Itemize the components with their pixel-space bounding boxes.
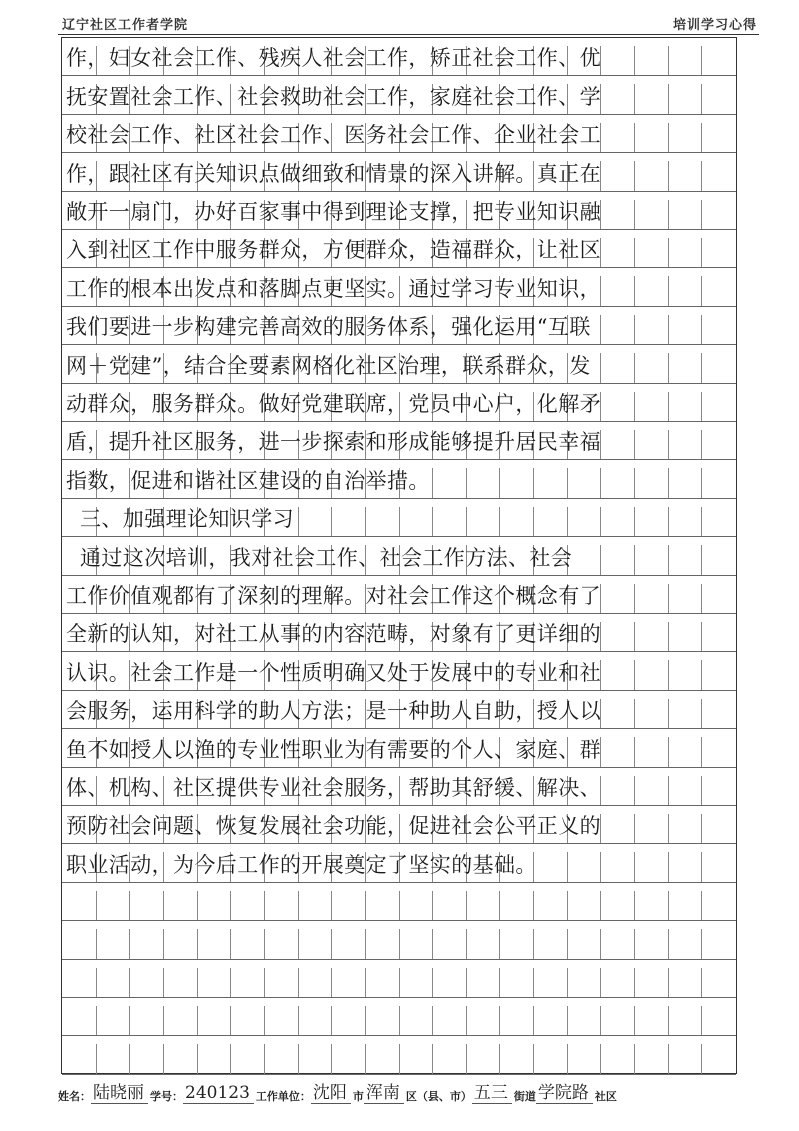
cell-divider xyxy=(129,1044,130,1073)
cell-divider xyxy=(634,1044,635,1073)
cell-divider xyxy=(567,1006,568,1035)
cell-divider xyxy=(197,1006,198,1035)
grid-row xyxy=(62,960,736,998)
cell-divider xyxy=(163,891,164,920)
cell-divider xyxy=(533,1006,534,1035)
grid-row xyxy=(62,768,736,806)
cell-divider xyxy=(365,891,366,920)
cell-divider xyxy=(399,891,400,920)
cell-divider xyxy=(230,968,231,997)
cell-divider xyxy=(230,1006,231,1035)
unit-label: 工作单位： xyxy=(255,1090,311,1103)
grid-row xyxy=(62,76,736,114)
grid-row xyxy=(62,499,736,537)
cell-divider xyxy=(129,968,130,997)
handwritten-line: 工作价值观都有了深刻的理解。对社会工作这个概念有了 xyxy=(66,583,601,608)
cell-divider xyxy=(466,1006,467,1035)
cell-divider xyxy=(197,929,198,958)
cell-divider xyxy=(163,968,164,997)
handwritten-line: 体、机构、社区提供专业社会服务，帮助其舒缓、解决、 xyxy=(66,775,601,800)
grid-row xyxy=(62,192,736,230)
name-value: 陆晓丽 xyxy=(91,1078,148,1104)
cell-divider xyxy=(298,1044,299,1073)
cell-divider xyxy=(567,929,568,958)
grid-row xyxy=(62,998,736,1036)
cell-divider xyxy=(533,929,534,958)
handwritten-line: 作，跟社区有关知识点做细致和情景的深入讲解。真正在 xyxy=(66,161,601,186)
grid-row xyxy=(62,115,736,153)
cell-divider xyxy=(96,1044,97,1073)
cell-divider xyxy=(634,968,635,997)
cell-divider xyxy=(331,891,332,920)
id-value: 240123 xyxy=(183,1083,254,1104)
cell-divider xyxy=(634,1006,635,1035)
cell-divider xyxy=(163,1044,164,1073)
community-value: 学院路 xyxy=(536,1078,593,1104)
cell-divider xyxy=(701,968,702,997)
district-value: 浑南 xyxy=(364,1078,404,1104)
community-label: 社区 xyxy=(594,1090,617,1103)
handwritten-line: 网＋党建”，结合全要素网格化社区治理，联系群众，发 xyxy=(66,353,591,378)
handwritten-line: 动群众，服务群众。做好党建联席，党员中心户，化解矛 xyxy=(66,391,601,416)
writing-grid xyxy=(61,37,737,1074)
street-value: 五三 xyxy=(472,1078,512,1104)
cell-divider xyxy=(668,1044,669,1073)
cell-divider xyxy=(567,1044,568,1073)
grid-row xyxy=(62,345,736,383)
cell-divider xyxy=(197,1044,198,1073)
handwritten-line: 认识。社会工作是一个性质明确又处于发展中的专业和社 xyxy=(66,660,601,685)
cell-divider xyxy=(399,929,400,958)
cell-divider xyxy=(365,1044,366,1073)
grid-row xyxy=(62,537,736,575)
cell-divider xyxy=(432,929,433,958)
cell-divider xyxy=(298,968,299,997)
grid-cells xyxy=(62,883,736,920)
cell-divider xyxy=(701,1044,702,1073)
cell-divider xyxy=(129,891,130,920)
cell-divider xyxy=(600,929,601,958)
cell-divider xyxy=(96,1006,97,1035)
cell-divider xyxy=(264,1006,265,1035)
cell-divider xyxy=(399,1044,400,1073)
cell-divider xyxy=(399,968,400,997)
handwritten-line: 我们要进一步构建完善高效的服务体系，强化运用“互联 xyxy=(66,315,591,340)
cell-divider xyxy=(701,1006,702,1035)
grid-row xyxy=(62,153,736,191)
cell-divider xyxy=(634,929,635,958)
grid-cells xyxy=(62,1036,736,1073)
cell-divider xyxy=(163,1006,164,1035)
city-label: 市 xyxy=(352,1090,364,1103)
cell-divider xyxy=(298,929,299,958)
id-label: 学号： xyxy=(150,1090,183,1103)
cell-divider xyxy=(331,1006,332,1035)
cell-divider xyxy=(96,968,97,997)
cell-divider xyxy=(668,929,669,958)
grid-row xyxy=(62,652,736,690)
cell-divider xyxy=(533,1044,534,1073)
cell-divider xyxy=(129,1006,130,1035)
cell-divider xyxy=(298,891,299,920)
grid-row xyxy=(62,268,736,306)
grid-row xyxy=(62,844,736,882)
cell-divider xyxy=(499,891,500,920)
cell-divider xyxy=(365,1006,366,1035)
cell-divider xyxy=(567,891,568,920)
cell-divider xyxy=(499,968,500,997)
cell-divider xyxy=(533,891,534,920)
district-label: 区（县、市） xyxy=(405,1090,472,1103)
cell-divider xyxy=(197,891,198,920)
grid-row xyxy=(62,921,736,959)
grid-row xyxy=(62,460,736,498)
grid-row xyxy=(62,883,736,921)
cell-divider xyxy=(533,968,534,997)
cell-divider xyxy=(264,1044,265,1073)
grid-row xyxy=(62,38,736,76)
cell-divider xyxy=(331,968,332,997)
grid-cells xyxy=(62,921,736,958)
cell-divider xyxy=(432,1006,433,1035)
grid-row xyxy=(62,806,736,844)
grid-row xyxy=(62,691,736,729)
handwritten-line: 校社会工作、社区社会工作、医务社会工作、企业社会工 xyxy=(66,123,601,148)
grid-row xyxy=(62,384,736,422)
cell-divider xyxy=(600,891,601,920)
handwritten-line: 入到社区工作中服务群众，方便群众，造福群众，让社区 xyxy=(66,238,601,263)
cell-divider xyxy=(197,968,198,997)
cell-divider xyxy=(264,968,265,997)
cell-divider xyxy=(499,929,500,958)
cell-divider xyxy=(634,891,635,920)
cell-divider xyxy=(230,1044,231,1073)
cell-divider xyxy=(600,1044,601,1073)
cell-divider xyxy=(701,929,702,958)
cell-divider xyxy=(264,929,265,958)
handwritten-line: 指数，促进和谐社区建设的自治举措。 xyxy=(66,468,430,493)
handwritten-line: 抚安置社会工作、社会救助社会工作，家庭社会工作、学 xyxy=(66,84,601,109)
grid-row xyxy=(62,307,736,345)
cell-divider xyxy=(466,891,467,920)
handwritten-line: 工作的根本出发点和落脚点更坚实。通过学习专业知识， xyxy=(66,276,601,301)
cell-divider xyxy=(600,968,601,997)
cell-divider xyxy=(96,929,97,958)
handwritten-line: 通过这次培训，我对社会工作、社会工作方法、社会 xyxy=(80,545,573,570)
handwritten-line: 三、加强理论知识学习 xyxy=(80,507,294,532)
cell-divider xyxy=(668,968,669,997)
grid-row xyxy=(62,729,736,767)
cell-divider xyxy=(399,1006,400,1035)
header-doc-type: 培训学习心得 xyxy=(672,18,757,33)
cell-divider xyxy=(668,1006,669,1035)
grid-row xyxy=(62,422,736,460)
cell-divider xyxy=(466,968,467,997)
cell-divider xyxy=(365,968,366,997)
handwritten-line: 全新的认知，对社工从事的内容范畴，对象有了更详细的 xyxy=(66,622,601,647)
cell-divider xyxy=(668,891,669,920)
grid-row xyxy=(62,230,736,268)
grid-row xyxy=(62,1036,736,1074)
cell-divider xyxy=(331,1044,332,1073)
cell-divider xyxy=(365,929,366,958)
cell-divider xyxy=(567,968,568,997)
cell-divider xyxy=(230,891,231,920)
cell-divider xyxy=(432,891,433,920)
cell-divider xyxy=(432,968,433,997)
handwritten-line: 会服务，运用科学的助人方法；是一种助人自助，授人以 xyxy=(66,699,601,724)
cell-divider xyxy=(163,929,164,958)
cell-divider xyxy=(331,929,332,958)
grid-row xyxy=(62,614,736,652)
grid-row xyxy=(62,576,736,614)
cell-divider xyxy=(499,1044,500,1073)
handwritten-line: 职业活动，为今后工作的开展奠定了坚实的基础。 xyxy=(66,852,537,877)
handwritten-line: 作，妇女社会工作、残疾人社会工作，矫正社会工作、优 xyxy=(66,46,601,71)
name-label: 姓名： xyxy=(58,1090,91,1103)
cell-divider xyxy=(129,929,130,958)
handwritten-line: 盾，提升社区服务，进一步探索和形成能够提升居民幸福 xyxy=(66,430,601,455)
cell-divider xyxy=(96,891,97,920)
cell-divider xyxy=(466,929,467,958)
cell-divider xyxy=(264,891,265,920)
cell-divider xyxy=(701,891,702,920)
grid-cells xyxy=(62,998,736,1035)
handwritten-line: 预防社会问题、恢复发展社会功能，促进社会公平正义的 xyxy=(66,814,601,839)
cell-divider xyxy=(499,1006,500,1035)
handwritten-line: 鱼不如授人以渔的专业性职业为有需要的个人、家庭、群 xyxy=(66,737,601,762)
cell-divider xyxy=(600,1006,601,1035)
header-rule xyxy=(58,34,759,35)
handwritten-line: 敞开一扇门，办好百家事中得到理论支撑，把专业知识融 xyxy=(66,199,601,224)
city-value: 沈阳 xyxy=(311,1078,351,1104)
cell-divider xyxy=(230,929,231,958)
cell-divider xyxy=(466,1044,467,1073)
header-school-name: 辽宁社区工作者学院 xyxy=(62,18,189,33)
street-label: 街道 xyxy=(513,1090,536,1103)
cell-divider xyxy=(432,1044,433,1073)
grid-cells xyxy=(62,960,736,997)
cell-divider xyxy=(298,1006,299,1035)
footer-info xyxy=(58,1082,759,1104)
